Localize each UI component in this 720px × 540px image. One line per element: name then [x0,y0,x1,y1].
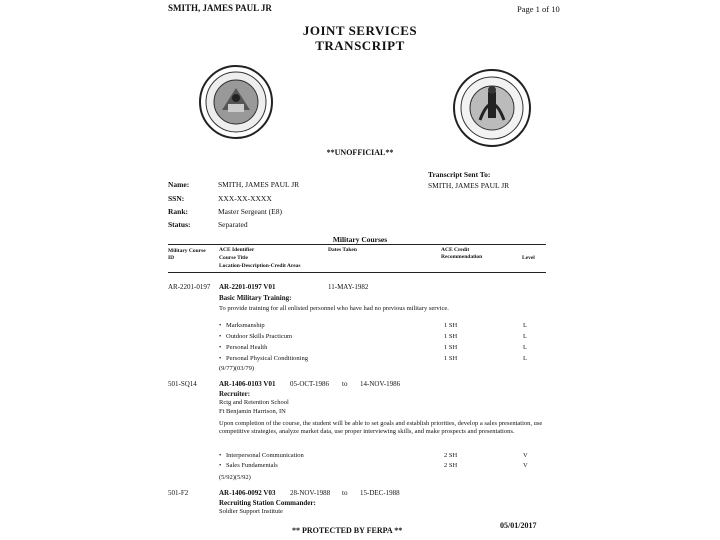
course-2-credit-1-area: Interpersonal Communication [226,452,304,459]
course-1-credit-3-area: Personal Health [226,344,268,351]
sent-to-value: SMITH, JAMES PAUL JR [428,181,510,190]
army-seal-icon [198,64,274,140]
course-3-title: Recruiting Station Commander: [219,499,316,507]
bullet-icon: • [219,355,222,362]
sent-to-label: Transcript Sent To: [428,170,491,179]
name-label: Name: [168,180,190,189]
document-title-line2: TRANSCRIPT [315,38,405,53]
course-1-credit-4-level: L [523,355,527,362]
course-1-credit-4-area: Personal Physical Conditioning [226,355,308,362]
col-ace-identifier: ACE Identifier [219,247,255,253]
course-1-footnote: (9/77)(03/79) [219,365,255,372]
ace-seal-icon [452,68,532,148]
section-title: Military Courses [332,235,388,244]
course-1-credit-2-sh: 1 SH [444,333,458,340]
course-2-date-from: 05-OCT-1986 [290,380,330,388]
course-3-school: Soldier Support Institute [219,508,283,515]
course-2-credit-1-sh: 2 SH [444,452,458,459]
course-2-credit-2-level: V [523,462,528,469]
status-label: Status: [168,220,191,229]
course-2-credit-1-level: V [523,452,528,459]
bullet-icon: • [219,452,222,459]
ssn-label: SSN: [168,194,185,203]
course-1-description: To provide training for all enlisted personnel who have had no previous military service. [219,305,449,312]
course-2-to: to [342,380,348,388]
course-1-credit-3-sh: 1 SH [444,344,458,351]
course-1-ace-id: AR-2201-0197 V01 [219,283,276,291]
name-value: SMITH, JAMES PAUL JR [218,180,300,189]
course-1-credit-3-level: L [523,344,527,351]
col-dates: Dates Taken [328,247,357,253]
course-1-credit-2-area: Outdoor Skills Practicum [226,333,293,340]
status-value: Separated [218,220,248,229]
print-date: 05/01/2017 [500,521,537,530]
course-2-title: Recruiter: [219,390,251,398]
ferpa-notice: ** PROTECTED BY FERPA ** [292,526,403,535]
course-2-credit-2-area: Sales Fundamentals [226,462,278,469]
course-1-credit-1-area: Marksmanship [226,322,265,329]
course-1-mil-id: AR-2201-0197 [168,283,211,291]
course-1-credit-2-level: L [523,333,527,340]
rank-label: Rank: [168,207,189,216]
course-1-date-from: 11-MAY-1982 [328,283,369,291]
course-2-date-to: 14-NOV-1986 [360,380,401,388]
col-course-title: Course Title [219,255,248,261]
bullet-icon: • [219,344,222,351]
page-indicator: Page 1 of 10 [517,4,560,14]
course-3-mil-id: 501-F2 [168,489,189,497]
unofficial-watermark: **UNOFFICIAL** [326,148,394,157]
course-3-date-to: 15-DEC-1988 [360,489,400,497]
course-2-mil-id: 501-SQ14 [168,380,197,388]
bullet-icon: • [219,322,222,329]
course-3-date-from: 28-NOV-1988 [290,489,331,497]
col-location: Location-Description-Credit Areas [219,263,301,269]
course-1-credit-4-sh: 1 SH [444,355,458,362]
course-2-location: Ft Benjamin Harrison, IN [219,408,286,415]
course-1-credit-1-sh: 1 SH [444,322,458,329]
bullet-icon: • [219,462,222,469]
ssn-value: XXX-XX-XXXX [218,194,272,203]
course-2-ace-id: AR-1406-0103 V01 [219,380,276,388]
document-title-line1: JOINT SERVICES [302,23,418,38]
course-1-credit-1-level: L [523,322,527,329]
table-top-rule [168,244,546,245]
course-2-credit-2-sh: 2 SH [444,462,458,469]
course-1-title: Basic Military Training: [219,294,292,302]
course-2-footnote: (5/92)(5/92) [219,474,251,481]
course-3-ace-id: AR-1406-0092 V03 [219,489,276,497]
rank-value: Master Sergeant (E8) [218,207,283,216]
course-2-description: Upon completion of the course, the student will be able to set goals and establish priorities, develop a sales presentation, use competitive strategies, analyze market data, use proper interviewing skills, and make prospects and presentations. [219,420,543,435]
col-military-course: Military Course ID [168,248,206,261]
course-2-school: Rctg and Retention School [219,399,289,406]
col-level: Level [522,255,535,261]
col-ace-recommendation: ACE Credit Recommendation [441,247,483,260]
table-header-rule [168,272,546,273]
header-member-name: SMITH, JAMES PAUL JR [168,3,272,13]
course-3-to: to [342,489,348,497]
bullet-icon: • [219,333,222,340]
